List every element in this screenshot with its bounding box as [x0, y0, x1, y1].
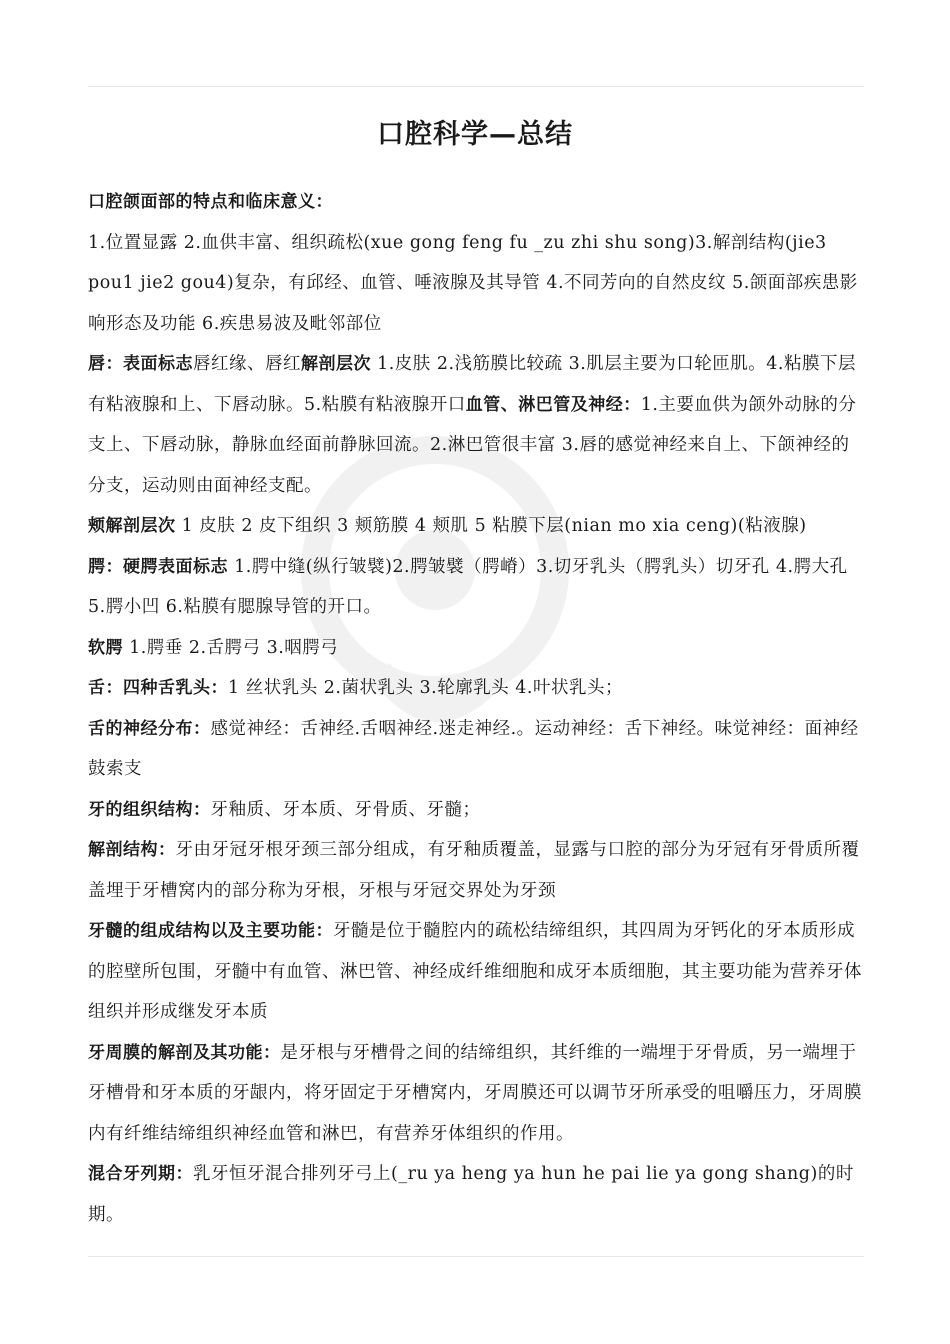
section-text: 1.主要血供为颌外动脉的分支上、下唇动脉，静脉血经面前静脉回流。2.淋巴管很丰富 3.唇的感觉神经来自上、下颌神经的分支，运动则由面神经支配。: [88, 394, 857, 496]
section-text: 牙由牙冠牙根牙颈三部分组成，有牙釉质覆盖，显露与口腔的部分为牙冠有牙骨质所覆盖埋于牙槽窝内的部分称为牙根，牙根与牙冠交界处为牙颈: [88, 840, 860, 901]
section-heading: 解剖层次: [301, 354, 371, 374]
section-heading: 唇：表面标志: [88, 354, 193, 374]
section-text: 乳牙恒牙混合排列牙弓上(_ru ya heng ya hun he pai lie ya gong shang)的时期。: [88, 1164, 854, 1225]
section-text: 1.腭垂 2.舌腭弓 3.咽腭弓: [123, 637, 339, 658]
section-text: 1.皮肤 2.浅筋膜比较疏 3.肌层主要为口轮匝肌。4.粘膜下层有粘液腺和上、下唇动脉。5.粘膜有粘液腺开口: [88, 354, 856, 415]
paragraph-tongue-nerves: [88, 709, 864, 790]
paragraph-mixed-dentition: [88, 1154, 864, 1235]
paragraph-oral-maxillofacial: [88, 182, 864, 344]
section-text: 牙釉质、牙本质、牙骨质、牙髓；: [210, 799, 481, 820]
paragraph-tooth-anatomy: [88, 830, 864, 911]
section-text: 是牙根与牙槽骨之间的结缔组织，其纤维的一端埋于牙骨质，另一端埋于牙槽骨和牙本质的牙龈内，将牙固定于牙槽窝内，牙周膜还可以调节牙所承受的咀嚼压力，牙周膜内有纤维结缔组织神经血管和淋巴，有营养牙体组织的作用。: [88, 1042, 862, 1144]
section-text: 感觉神经：舌神经.舌咽神经.迷走神经.。运动神经：舌下神经。味觉神经：面神经鼓索支: [88, 718, 859, 779]
section-text: 1 丝状乳头 2.菌状乳头 3.轮廓乳头 4.叶状乳头；: [228, 678, 623, 698]
paragraph-periodontal-ligament: [88, 1033, 864, 1155]
section-heading: 牙周膜的解剖及其功能：: [88, 1042, 281, 1063]
section-heading: 混合牙列期：: [88, 1164, 193, 1184]
section-heading: 软腭: [88, 637, 123, 658]
section-heading: 舌的神经分布：: [88, 718, 211, 739]
section-text: 1.腭中缝(纵行皱襞)2.腭皱襞（腭嵴）3.切牙乳头（腭乳头）切牙孔 4.腭大孔 5.腭小凹 6.粘膜有腮腺导管的开口。: [88, 556, 848, 617]
paragraph-tooth-tissue: [88, 790, 864, 831]
section-heading: 血管、淋巴管及神经：: [465, 394, 641, 415]
bottom-divider: [88, 1256, 864, 1257]
section-heading: 口腔颌面部的特点和临床意义：: [88, 192, 333, 212]
paragraph-dental-pulp: [88, 911, 864, 1033]
section-text: 1.位置显露 2.血供丰富、组织疏松(xue gong feng fu _zu zhi shu song)3.解剖结构(jie3 pou1 jie2 gou4)复杂，有邱经、血管、唾液腺及其导管 4.不同芳向的自然皮纹 5.颌面部疾患影响形态及功能 6.疾患易波及毗邻部位: [88, 232, 858, 334]
paragraph-lips: [88, 344, 864, 506]
section-heading: 牙髓的组成结构以及主要功能：: [88, 921, 333, 941]
section-heading: 牙的组织结构：: [88, 799, 211, 820]
section-text: 唇红缘、唇红: [193, 354, 301, 374]
paragraph-palate: [88, 547, 864, 628]
section-text: 1 皮肤 2 皮下组织 3 颊筋膜 4 颊肌 5 粘膜下层(nian mo xia ceng)(粘液腺): [175, 516, 807, 536]
paragraph-tongue-papillae: [88, 668, 864, 709]
section-heading: 颊解剖层次: [88, 516, 176, 536]
section-text: 牙髓是位于髓腔内的疏松结缔组织，其四周为牙钙化的牙本质形成的腔壁所包围，牙髓中有血管、淋巴管、神经成纤维细胞和成牙本质细胞，其主要功能为营养牙体组织并形成继发牙本质: [88, 921, 862, 1022]
paragraph-soft-palate: [88, 628, 864, 669]
page-title: 口腔科学—总结: [377, 119, 573, 150]
section-heading: 舌：四种舌乳头：: [88, 678, 228, 698]
top-divider: [88, 86, 864, 87]
paragraph-cheek: [88, 506, 864, 547]
section-heading: 解剖结构：: [88, 840, 176, 860]
section-heading: 腭：硬腭表面标志: [88, 556, 228, 577]
document-body: [88, 182, 864, 1235]
